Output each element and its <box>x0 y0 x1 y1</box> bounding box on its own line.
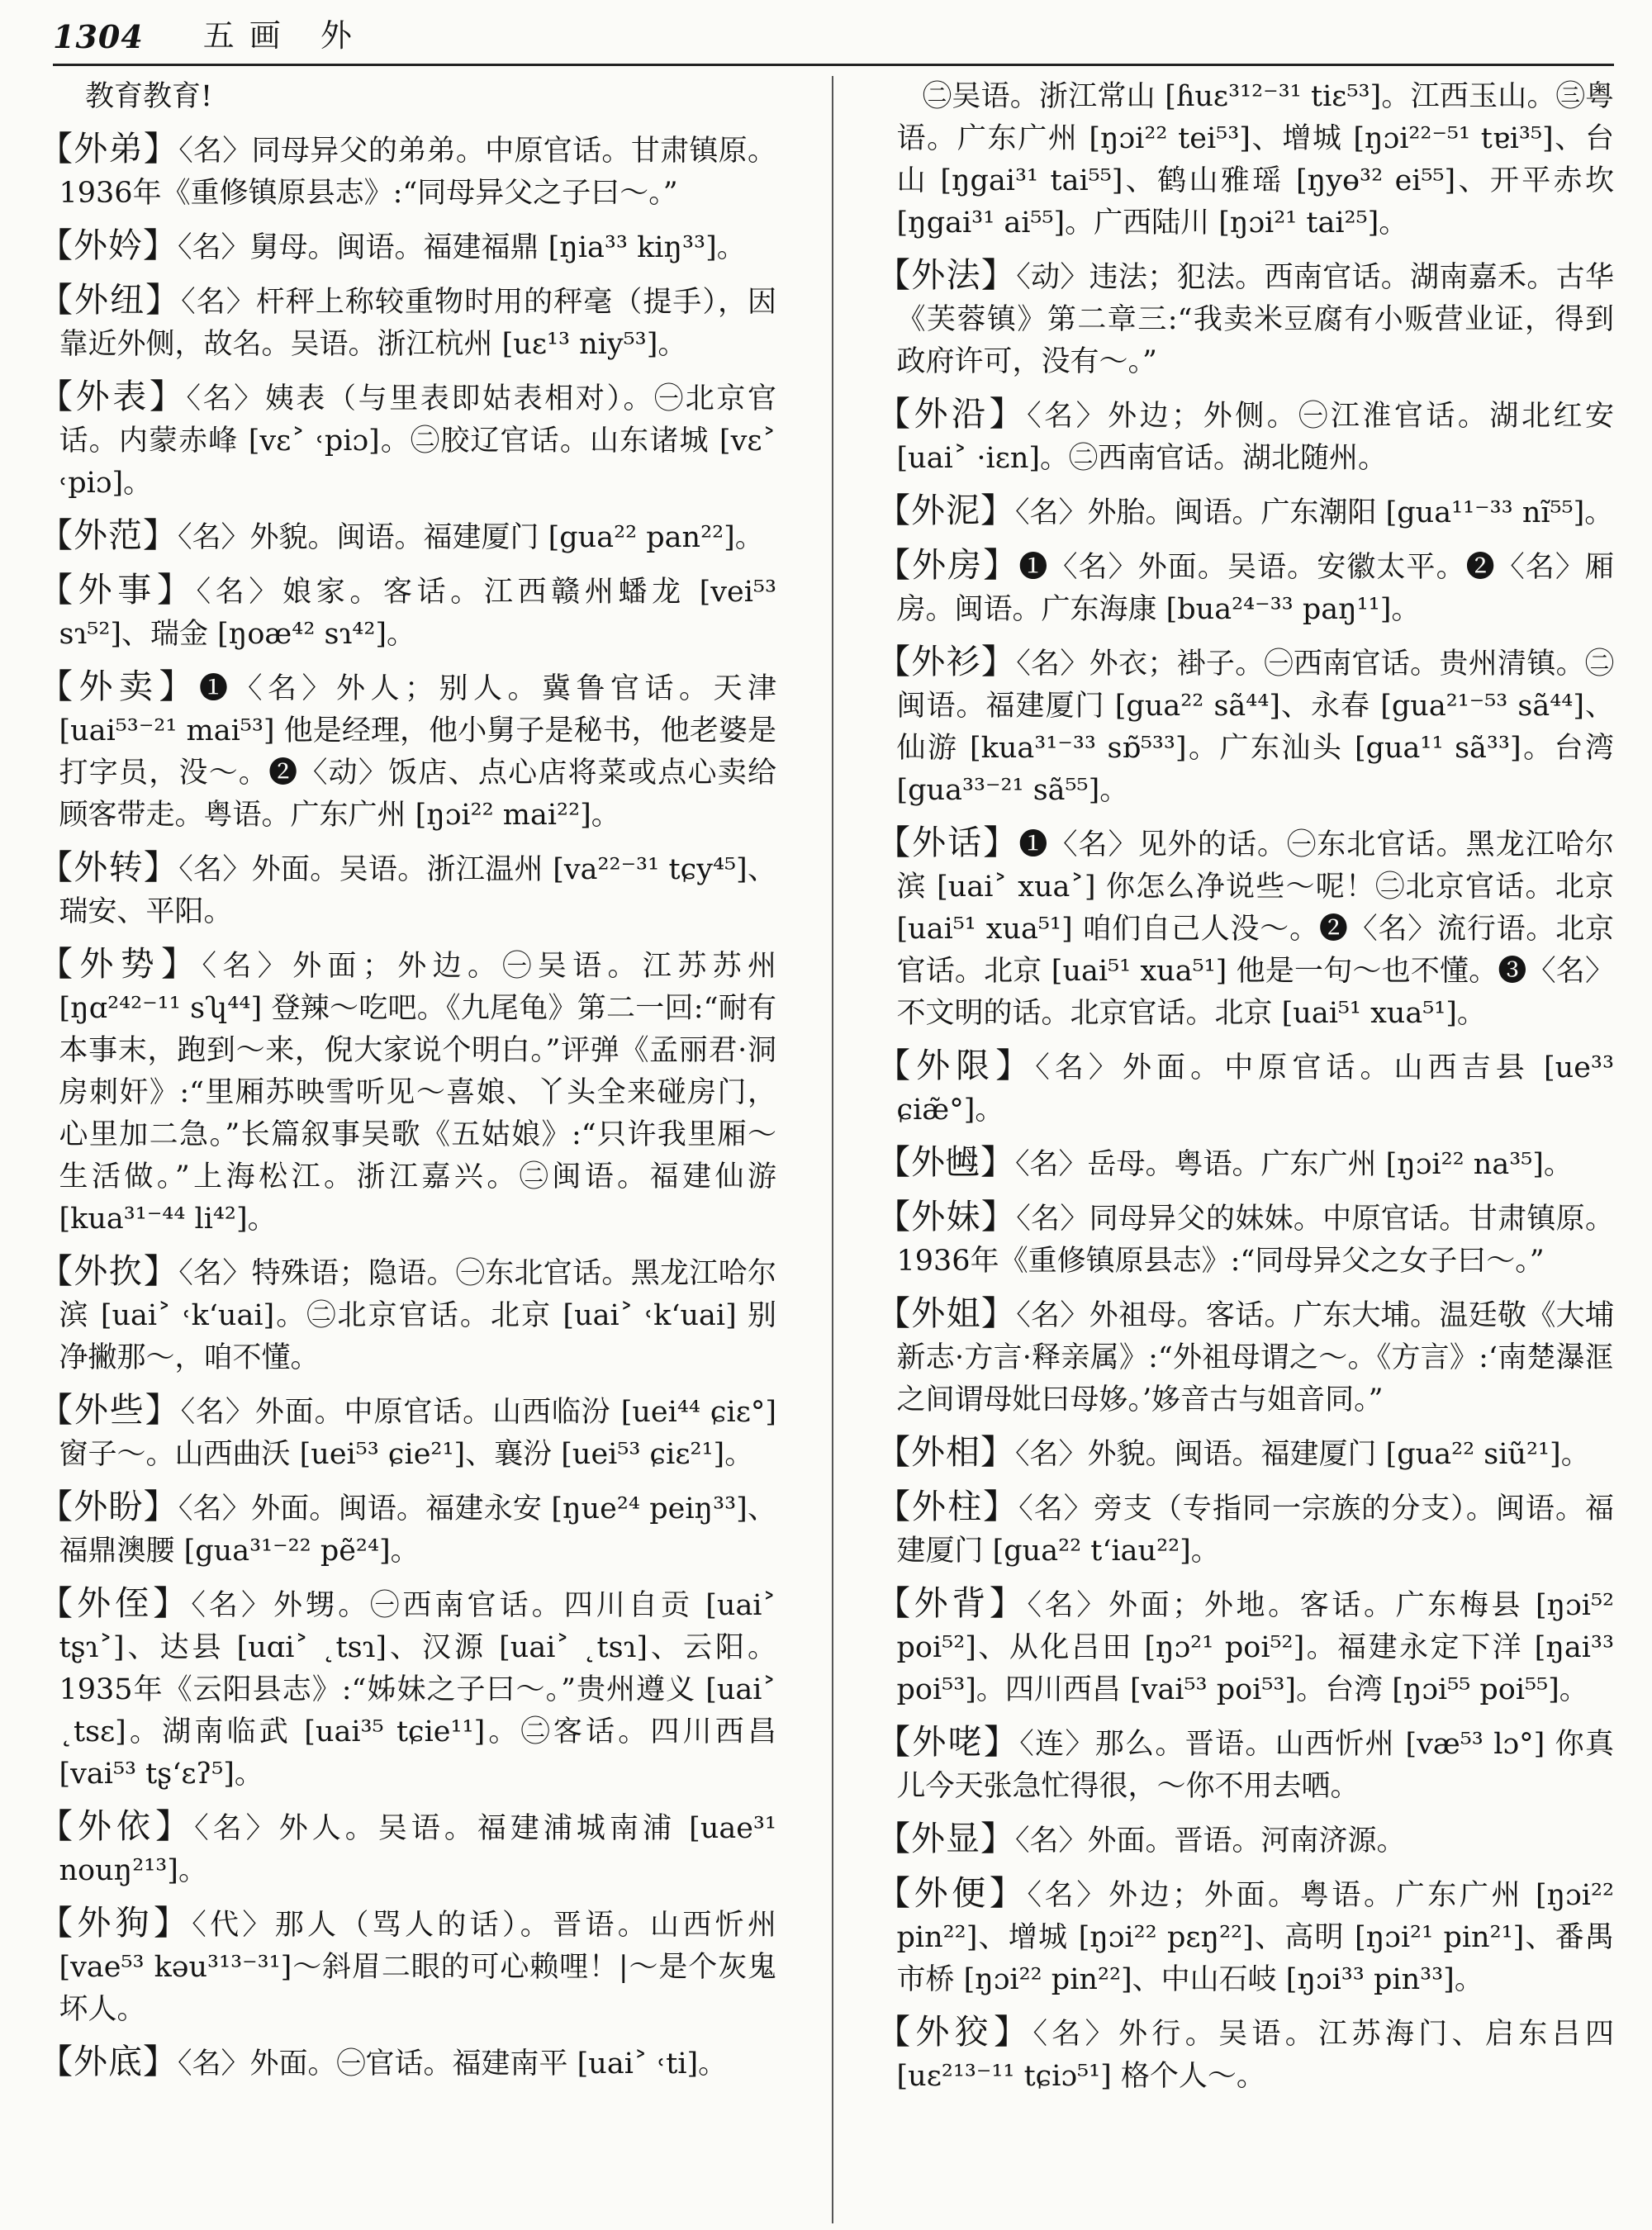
entry-headword: 【外房】 <box>876 545 1019 585</box>
entry-headword: 【外转】 <box>39 847 179 887</box>
entry-headword: 【外事】 <box>39 570 197 610</box>
entry-definition: 〈名〉同母异父的弟弟。中原官话。甘肃镇原。1936年《重修镇原县志》:“同母异父之子曰～。” <box>59 135 776 210</box>
entry-headword: 【外纽】 <box>39 280 182 320</box>
dictionary-entry <box>871 490 1614 534</box>
dictionary-entry <box>33 128 776 215</box>
entry-definition: 〈名〉外人。吴语。福建浦城南浦 [uae³¹ nouŋ²¹³]。 <box>59 1812 776 1887</box>
dictionary-entry <box>33 1250 776 1379</box>
entry-headword: 【外范】 <box>39 515 178 555</box>
entry-definition: 〈代〉那人（骂人的话）。晋语。山西忻州 [vae⁵³ kəu³¹³⁻³¹]～斜眉二眼的可心赖哩！|～是个灰鬼坏人。 <box>59 1909 776 2026</box>
dictionary-entry <box>871 1141 1614 1186</box>
dictionary-entry <box>33 2041 776 2085</box>
entry-definition: 〈名〉同母异父的妹妹。中原官话。甘肃镇原。1936年《重修镇原县志》:“同母异父之女子曰～。” <box>896 1203 1614 1278</box>
entry-headword: 【外沿】 <box>876 394 1028 434</box>
entry-headword: 【外弟】 <box>39 129 179 168</box>
entry-definition: 〈名〉外面；外地。客话。广东梅县 [ŋɔi⁵² poi⁵²]、从化吕田 [ŋɔ²¹ poi⁵²]。福建永定下洋 [ŋai³³ poi⁵³]。四川西昌 [vai⁵³ poi⁵³]。台湾 [ŋɔi⁵⁵ poi⁵⁵]。 <box>896 1589 1615 1706</box>
dictionary-entry <box>33 569 776 656</box>
dictionary-entry <box>871 1582 1614 1711</box>
entry-headword: 【外便】 <box>876 1873 1028 1913</box>
left-column <box>33 76 776 2095</box>
entry-headword: 【外表】 <box>39 377 187 416</box>
entry-definition: 〈动〉违法；犯法。西南官话。湖南嘉禾。古华《芙蓉镇》第二章三:“我卖米豆腐有小贩营业证，得到政府许可，没有～。” <box>896 261 1614 378</box>
dictionary-entry <box>33 1389 776 1476</box>
entry-definition: 〈名〉外面。晋语。河南济源。 <box>1015 1824 1406 1858</box>
dictionary-entry <box>871 1045 1614 1132</box>
entry-headword: 【外妹】 <box>876 1197 1017 1236</box>
entry-definition: 〈名〉外行。吴语。江苏海门、启东吕四 [uɛ²¹³⁻¹¹ tɕiɔ⁵¹] 格个人～。 <box>896 2018 1614 2093</box>
entry-definition: 〈名〉外面。中原官话。山西吉县 [ue³³ ɕiæ̃°]。 <box>896 1051 1614 1127</box>
entry-headword: 【外妗】 <box>39 225 178 265</box>
entry-definition: 〈名〉外甥。㊀西南官话。四川自贡 [uai˃ tʂɿ˃]、达县 [uɑi˃ ˛tsɿ]、汉源 [uai˃ ˛tsɿ]、云阳。1935年《云阳县志》:“姊妹之子曰～。”贵州遵义 [uai˃ ˛tsɛ]。湖南临武 [uai³⁵ tɕie¹¹]。㊁客话。四川西昌 [vai⁵³ tʂ‘ɛʔ⁵]。 <box>59 1589 776 1791</box>
dictionary-entry <box>871 1721 1614 1808</box>
entry-definition: 〈名〉旁支（专指同一宗族的分支）。闽语。福建厦门 [gua²² t‘iau²²]。 <box>896 1492 1614 1568</box>
entry-definition: ❶〈名〉外面。吴语。安徽太平。❷〈名〉厢房。闽语。广东海康 [bua²⁴⁻³³ paŋ¹¹]。 <box>896 551 1615 626</box>
dictionary-entry <box>871 1818 1614 1862</box>
continuation-text: 教育教育! <box>85 80 213 113</box>
entry-headword: 【外乸】 <box>876 1142 1015 1182</box>
entry-headword: 【外狗】 <box>39 1903 192 1943</box>
dictionary-entry <box>33 1805 776 1892</box>
entry-definition: 〈名〉外祖母。客话。广东大埔。温廷敬《大埔新志·方言·释亲属》:“外祖母谓之～。《方言》:‘南楚瀑洭之间谓母妣曰母姼。’姼音古与姐音同。” <box>896 1299 1614 1416</box>
dictionary-entry <box>33 376 776 505</box>
entry-headword: 【外话】 <box>876 823 1019 862</box>
dictionary-entry <box>871 1486 1614 1573</box>
entry-definition: 〈名〉外胎。闽语。广东潮阳 [gua¹¹⁻³³ nĩ⁵⁵]。 <box>1015 496 1614 529</box>
entry-headword: 【外扻】 <box>39 1251 179 1291</box>
entry-headword: 【外限】 <box>876 1046 1036 1085</box>
page-header <box>53 17 1614 66</box>
dictionary-entry <box>871 544 1614 631</box>
dictionary-entry <box>33 515 776 559</box>
entry-headword: 【外底】 <box>39 2042 178 2081</box>
entry-definition: 〈名〉外面。中原官话。山西临汾 [uei⁴⁴ ɕiɛ°] 窗子～。山西曲沃 [uei⁵³ ɕie²¹]、襄汾 [uei⁵³ ɕiɛ²¹]。 <box>59 1396 777 1471</box>
entry-headword: 【外姐】 <box>876 1293 1017 1333</box>
dictionary-entry <box>871 1872 1614 2001</box>
right-lead-text: ㊁吴语。浙江常山 [ɦuɛ³¹²⁻³¹ tiɛ⁵³]。江西玉山。㊂粤语。广东广州 [ŋɔi²² tei⁵³]、增城 [ŋɔi²²⁻⁵¹ tɐi³⁵]、台山 [ŋgai³¹ tai⁵⁵]、鹤山雅瑶 [ŋyɵ³² ei⁵⁵]、开平赤坎 [ŋgai³¹ ai⁵⁵]。广西陆川 [ŋɔi²¹ tai²⁵]。 <box>896 80 1614 240</box>
entry-definition: 〈名〉舅母。闽语。福建福鼎 [ŋia³³ kiŋ³³]。 <box>178 231 746 264</box>
entry-definition: ❶〈名〉见外的话。㊀东北官话。黑龙江哈尔滨 [uai˃ xua˃] 你怎么净说些～呢！㊁北京官话。北京 [uai⁵¹ xua⁵¹] 咱们自己人没～。❷〈名〉流行语。北京官话。北京 [uai⁵¹ xua⁵¹] 他是一句～也不懂。❸〈名〉不文明的话。北京官话。北京 [uai⁵¹ xua⁵¹]。 <box>896 828 1615 1030</box>
entry-headword: 【外盼】 <box>39 1487 178 1526</box>
dictionary-entry <box>33 1486 776 1573</box>
entry-headword: 【外些】 <box>39 1390 181 1430</box>
left-entries <box>33 128 776 2085</box>
entry-definition: 〈名〉特殊语；隐语。㊀东北官话。黑龙江哈尔滨 [uai˃ ˓k‘uai]。㊁北京官话。北京 [uai˃ ˓k‘uai] 别净撇那～，咱不懂。 <box>59 1257 776 1374</box>
entry-headword: 【外相】 <box>876 1432 1015 1472</box>
dictionary-entry <box>871 822 1614 1035</box>
dictionary-entry <box>33 1582 776 1796</box>
dictionary-entry <box>33 1902 776 2031</box>
page-number: 1304 <box>53 18 144 55</box>
entry-headword: 【外依】 <box>39 1806 195 1846</box>
right-column <box>871 76 1614 2108</box>
dictionary-entry <box>871 2011 1614 2098</box>
dictionary-entry <box>871 1293 1614 1421</box>
column-divider <box>832 76 833 2223</box>
entry-definition: 〈名〉岳母。粤语。广东广州 [ŋɔi²² na³⁵]。 <box>1015 1148 1573 1181</box>
entry-definition: 〈名〉外面。吴语。浙江温州 [va²²⁻³¹ tɕy⁴⁵]、瑞安、平阳。 <box>59 853 777 928</box>
entry-headword: 【外柱】 <box>876 1487 1019 1526</box>
entry-definition: 〈名〉外面。闽语。福建永安 [ŋue²⁴ peiŋ³³]、福鼎澳腰 [gua³¹⁻²² pẽ²⁴]。 <box>59 1492 777 1568</box>
entry-headword: 【外卖】 <box>39 667 199 706</box>
entry-definition: 〈名〉外面。㊀官话。福建南平 [uai˃ ˓ti]。 <box>178 2047 728 2081</box>
entry-definition: 〈名〉娘家。客话。江西赣州蟠龙 [vei⁵³ sɿ⁵²]、瑞金 [ŋoæ⁴² sɿ⁴²]。 <box>59 576 776 651</box>
section-title: 五画 外 <box>202 17 367 54</box>
entry-headword: 【外法】 <box>876 255 1017 295</box>
right-entries <box>871 254 1614 2098</box>
entry-definition: 〈名〉杆秤上称较重物时用的秤毫（提手），因靠近外侧，故名。吴语。浙江杭州 [uɛ¹³ niy⁵³]。 <box>59 286 776 361</box>
entry-headword: 【外泥】 <box>876 491 1015 530</box>
entry-definition: ❶〈名〉外人；别人。冀鲁官话。天津 [uai⁵³⁻²¹ mai⁵³] 他是经理，他小舅子是秘书，他老婆是打字员，没～。❷〈动〉饭店、点心店将菜或点心卖给顾客带走。粤语。广东广州 [ŋɔi²² mai²²]。 <box>59 672 776 832</box>
dictionary-entry <box>33 847 776 933</box>
dictionary-entry <box>33 943 776 1241</box>
dictionary-entry <box>33 225 776 269</box>
dictionary-entry <box>33 279 776 366</box>
entry-definition: 〈名〉外面；外边。㊀吴语。江苏苏州 [ŋɑ²⁴²⁻¹¹ sʮ⁴⁴] 登辣～吃吧。《九尾龟》第二一回:“耐有本事末，跑到～来，倪大家说个明白。”评弹《孟丽君·洞房刺奸》:“里厢苏映雪听见～喜娘、丫头全来碰房门，心里加二急。”长篇叙事吴歌《五姑娘》:“只许我里厢～生活做。”上海松江。浙江嘉兴。㊁闽语。福建仙游 [kua³¹⁻⁴⁴ li⁴²]。 <box>59 950 776 1236</box>
entry-headword: 【外显】 <box>876 1819 1015 1858</box>
dictionary-entry <box>871 393 1614 480</box>
entry-headword: 【外势】 <box>39 944 202 984</box>
entry-headword: 【外咾】 <box>876 1722 1020 1762</box>
entry-definition: 〈名〉外貌。闽语。福建厦门 [gua²² siũ²¹]。 <box>1015 1438 1590 1471</box>
entry-definition: 〈名〉外貌。闽语。福建厦门 [gua²² pan²²]。 <box>178 521 764 554</box>
entry-headword: 【外侄】 <box>39 1583 192 1623</box>
dictionary-entry <box>871 1431 1614 1476</box>
entry-headword: 【外背】 <box>876 1583 1028 1623</box>
entry-definition: 〈名〉外边；外面。粤语。广东广州 [ŋɔi²² pin²²]、增城 [ŋɔi²² pɛŋ²²]、高明 [ŋɔi²¹ pin²¹]、番禺市桥 [ŋɔi²² pin²²]、中山石岐 [ŋɔi³³ pin³³]。 <box>896 1879 1615 1996</box>
dictionary-entry <box>871 641 1614 812</box>
dictionary-entry <box>33 666 776 837</box>
entry-definition: 〈名〉外边；外侧。㊀江淮官话。湖北红安 [uai˃ ·iɛn]。㊁西南官话。湖北随州。 <box>896 400 1614 475</box>
dictionary-entry <box>871 254 1614 383</box>
entry-definition: 〈名〉外衣；褂子。㊀西南官话。贵州清镇。㊁闽语。福建厦门 [gua²² sã⁴⁴]、永春 [gua²¹⁻⁵³ sã⁴⁴]、仙游 [kua³¹⁻³³ sɒ̃⁵³³]。广东汕头 [gua¹¹ sã³³]。台湾 [gua³³⁻²¹ sã⁵⁵]。 <box>896 648 1614 807</box>
dictionary-entry <box>871 1196 1614 1283</box>
entry-headword: 【外狡】 <box>876 2012 1033 2052</box>
entry-definition: 〈名〉姨表（与里表即姑表相对）。㊀北京官话。内蒙赤峰 [vɛ˃ ˓piɔ]。㊁胶辽官话。山东诸城 [vɛ˃ ˓piɔ]。 <box>59 382 776 500</box>
entry-headword: 【外衫】 <box>876 642 1017 681</box>
entry-definition: 〈连〉那么。晋语。山西忻州 [væ⁵³ lɔ°] 你真儿今天张急忙得很，～你不用去哂。 <box>896 1728 1615 1803</box>
